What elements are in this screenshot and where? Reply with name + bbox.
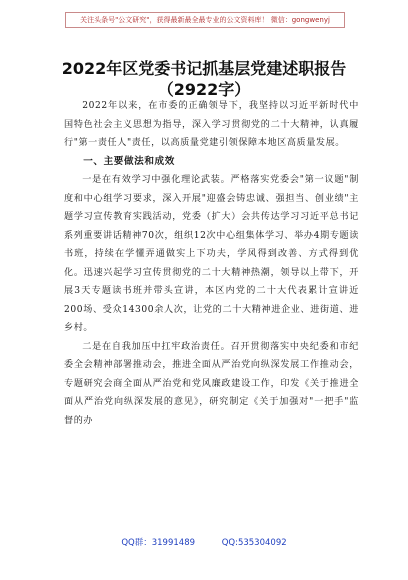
promo-banner: 关注头条号"公文研究"，获得最新最全最专业的公文资料库！ 微信：gongwenyj [65, 12, 345, 28]
intro-paragraph: 2022年以来，在市委的正确领导下，我坚持以习近平新时代中国特色社会主义思想为指导，深入学习贯彻党的二十大精神，认真履行"第一责任人"责任，以高质量党建引领保障本地区高质量发展。 [64, 101, 359, 148]
title-line: 2022年区党委书记抓基层党建述职报告 [61, 59, 347, 78]
page-title [0, 58, 408, 100]
section-heading: 一、主要做法和成效 [83, 155, 175, 167]
body-paragraph: 一是在有效学习中强化理论武装。严格落实党委会"第一议题"制度和中心组学习要求，深入开展"迎盛会铸忠诚、强担当、创业绩"主题学习宣传教育实践活动，党委（扩大）会共传达学习习近平总书记系列重要讲话精神70次，组织12次中心组集体学习、举办4期专题读书班，持续在学懂弄通做实上下功夫，学风得到改善、方式得到优化。迅速兴起学习宣传贯彻党的二十大精神热潮，领导以上带下，开展3天专题读书班并带头宣讲，本区内党的二十大代表累计宣讲近200场、受众14300余人次，让党的二十大精神进企业、进街道、进乡村。 [64, 175, 359, 333]
body-paragraph: 二是在自我加压中扛牢政治责任。召开贯彻落实中央纪委和市纪委全会精神部署推动会，推进全面从严治党向纵深发展工作推动会，专题研究会商全面从严治党和党风廉政建设工作，印发《关于推进全面从严治党向纵深发展的意见》，研究制定《关于加强对"一把手"监督的办 [64, 341, 359, 426]
qq-contact: QQ:535304092 [221, 538, 287, 548]
title-wordcount: （2922字） [157, 80, 251, 99]
footer-contacts [0, 536, 408, 548]
document-body [64, 97, 359, 430]
qq-group: QQ群：31991489 [121, 538, 196, 548]
